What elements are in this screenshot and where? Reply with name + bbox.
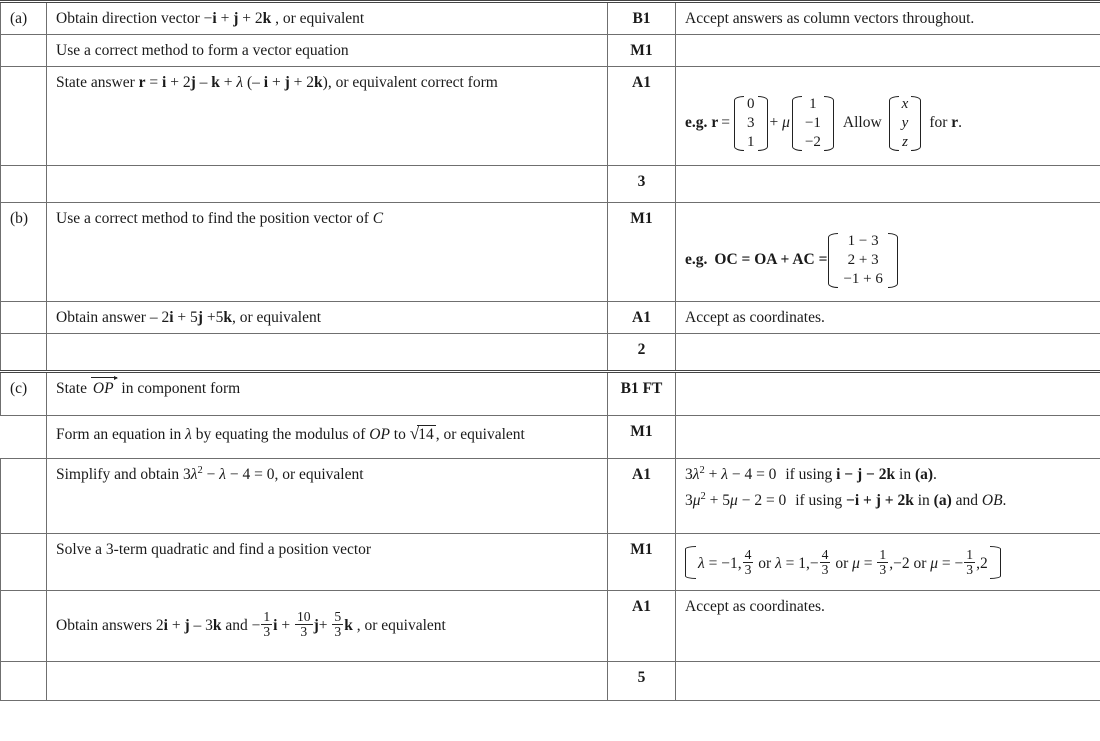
solution-cell (47, 333, 608, 371)
column-vector-oc (828, 232, 897, 290)
vector-component: y (901, 115, 909, 132)
note-cell (676, 371, 1100, 415)
fraction-5-3: $\frac{5}{3}$ (334, 608, 342, 639)
note-allow-label: Allow (842, 114, 882, 132)
note-eg-label: e.g. (685, 114, 708, 132)
note-line-2 (685, 491, 1091, 512)
mark-cell: M1 (608, 34, 676, 66)
note-vector: −i + j + 2k (846, 491, 914, 509)
solution-cell (47, 202, 608, 301)
mark-cell: B1 FT (608, 371, 676, 415)
solution-math: Obtain answer – 2i + 5j +5k, or equivalent (56, 308, 322, 326)
note-text: if using (795, 491, 843, 509)
fraction-neg-1-3: $\frac{1}{3}$ (966, 546, 974, 577)
note-roots-group (685, 546, 1091, 579)
part-label-blank (1, 34, 47, 66)
note-r-symbol: r (711, 114, 719, 132)
op-vector-overarrow: OP (91, 379, 116, 400)
mark-cell: B1 (608, 2, 676, 35)
note-line-1 (685, 465, 1091, 486)
total-mark-c: 5 (608, 661, 676, 700)
mark-cell: M1 (608, 533, 676, 590)
mark-cell: A1 (608, 458, 676, 533)
solution-text: State answer (56, 73, 135, 91)
column-vector-2 (792, 95, 834, 153)
part-label-blank (1, 66, 47, 165)
vector-component: −1 (804, 115, 821, 132)
table-row (1, 66, 1100, 165)
part-label-blank (1, 661, 47, 700)
solution-text: State (56, 379, 87, 397)
fraction-10-3: $\frac{10}{3}$ (296, 608, 311, 639)
solution-text: Form an equation in (56, 425, 182, 443)
solution-math: $3\lambda^2 - \lambda - 4 = 0$ (183, 464, 275, 483)
table-row-total (1, 661, 1100, 700)
solution-cell (47, 415, 608, 458)
solution-text: Simplify and obtain (56, 465, 180, 483)
note-equation: $3\lambda^2 + \lambda - 4 = 0$ (685, 464, 777, 483)
note-equals: = (721, 114, 731, 132)
part-label-b: (b) (1, 202, 47, 301)
mark-cell: M1 (608, 202, 676, 301)
mark-cell: A1 (608, 301, 676, 333)
part-label-blank (1, 458, 47, 533)
mark-cell: M1 (608, 415, 676, 458)
solution-point-c: C (372, 209, 384, 227)
note-cell (676, 333, 1100, 371)
solution-math: −i + j + 2k (203, 10, 272, 27)
solution-text: Use a correct method to find the position vector of (56, 209, 369, 227)
mark-cell: A1 (608, 66, 676, 165)
solution-suffix: , or equivalent (274, 465, 364, 483)
fraction-4-3: $\frac{4}{3}$ (744, 546, 752, 577)
table-row (1, 202, 1100, 301)
vector-component: 1 − 3 (847, 232, 879, 249)
part-label-blank (1, 415, 47, 458)
note-cell: Accept answers as column vectors throughout. (676, 2, 1100, 35)
note-cell: Accept as coordinates. (676, 590, 1100, 661)
table-row (1, 371, 1100, 415)
table-row (1, 590, 1100, 661)
table-row (1, 2, 1100, 35)
sqrt-14: √14 (409, 423, 434, 443)
column-vector-1 (734, 95, 768, 153)
note-cell (676, 458, 1100, 533)
solution-text: to (393, 425, 406, 443)
solution-suffix: , or equivalent (435, 425, 525, 443)
note-text: if using (785, 465, 833, 483)
note-plus-mu: + μ (769, 114, 790, 132)
table-row (1, 415, 1100, 458)
part-label-a: (a) (1, 2, 47, 35)
total-mark-a: 3 (608, 165, 676, 202)
vector-component: −1 + 6 (843, 271, 883, 288)
solution-cell (47, 301, 608, 333)
vector-component: z (902, 134, 908, 151)
vector-component: −2 (804, 134, 821, 151)
vector-component: 1 (809, 95, 817, 112)
part-label-blank (1, 533, 47, 590)
note-vector: i − j − 2k (836, 465, 896, 483)
part-label-blank (1, 165, 47, 202)
solution-math: Obtain answers 2i + j – 3k and − $\frac{1}{3}$ i + $\frac{10}{3}$ j+ $\frac{5}{3}$ k , or equivalent (56, 608, 446, 639)
lambda-symbol: λ (185, 425, 192, 443)
table-row (1, 533, 1100, 590)
note-for-r: for r. (929, 114, 963, 132)
vector-component: 3 (747, 115, 755, 132)
vector-component: 0 (747, 95, 755, 112)
solution-math: r = i + 2j – k + λ (– i + j + 2k) (138, 73, 328, 91)
vector-component: x (901, 95, 909, 112)
vector-component: 1 (747, 134, 755, 151)
solution-cell (47, 661, 608, 700)
solution-text: Obtain direction vector (56, 10, 200, 27)
note-cell (676, 415, 1100, 458)
note-cell: Accept as coordinates. (676, 301, 1100, 333)
part-label-blank (1, 301, 47, 333)
solution-cell: Solve a 3-term quadratic and find a position vector (47, 533, 608, 590)
note-text-end: in (a) and OB. (917, 491, 1007, 509)
note-cell (676, 661, 1100, 700)
fraction-1-3: $\frac{1}{3}$ (263, 608, 271, 639)
vector-component: 2 + 3 (847, 252, 879, 269)
solution-suffix: , or equivalent (275, 10, 365, 27)
column-vector-3 (889, 95, 922, 153)
note-equation: $3\mu^2 + 5\mu - 2 = 0$ (685, 490, 787, 509)
part-label-blank (1, 333, 47, 371)
solution-cell (47, 371, 608, 415)
note-eg-label: e.g. (685, 251, 708, 269)
table-row-total (1, 333, 1100, 371)
solution-cell (47, 590, 608, 661)
table-row (1, 458, 1100, 533)
note-cell (676, 66, 1100, 165)
big-parenthesis-group: λ = −1, $\frac{4}{3}$ or λ = 1,− $\frac{4}{3}$ or μ = $\frac{1}{3}$ ,−2 or μ = − $\frac{1}{3}$ ,2 (685, 546, 1001, 579)
part-label-blank (1, 590, 47, 661)
table-row-total (1, 165, 1100, 202)
solution-cell (47, 458, 608, 533)
part-label-c: (c) (1, 371, 47, 415)
solution-cell (47, 2, 608, 35)
note-cell (676, 533, 1100, 590)
fraction-1-3: $\frac{1}{3}$ (879, 546, 887, 577)
solution-cell (47, 66, 608, 165)
op-label: OP (369, 425, 390, 443)
fraction-neg-4-3: $\frac{4}{3}$ (821, 546, 829, 577)
table-row (1, 301, 1100, 333)
solution-cell (47, 165, 608, 202)
note-cell (676, 165, 1100, 202)
solution-suffix: , or equivalent correct form (327, 73, 498, 91)
mark-cell: A1 (608, 590, 676, 661)
note-cell (676, 202, 1100, 301)
total-mark-b: 2 (608, 333, 676, 371)
note-cell (676, 34, 1100, 66)
note-text-end: in (a). (899, 465, 937, 483)
solution-cell: Use a correct method to form a vector equation (47, 34, 608, 66)
note-oc-expression: OC = OA + AC = (714, 251, 828, 269)
table-row (1, 34, 1100, 66)
solution-text: by equating the modulus of (195, 425, 366, 443)
solution-suffix: in component form (121, 379, 241, 397)
